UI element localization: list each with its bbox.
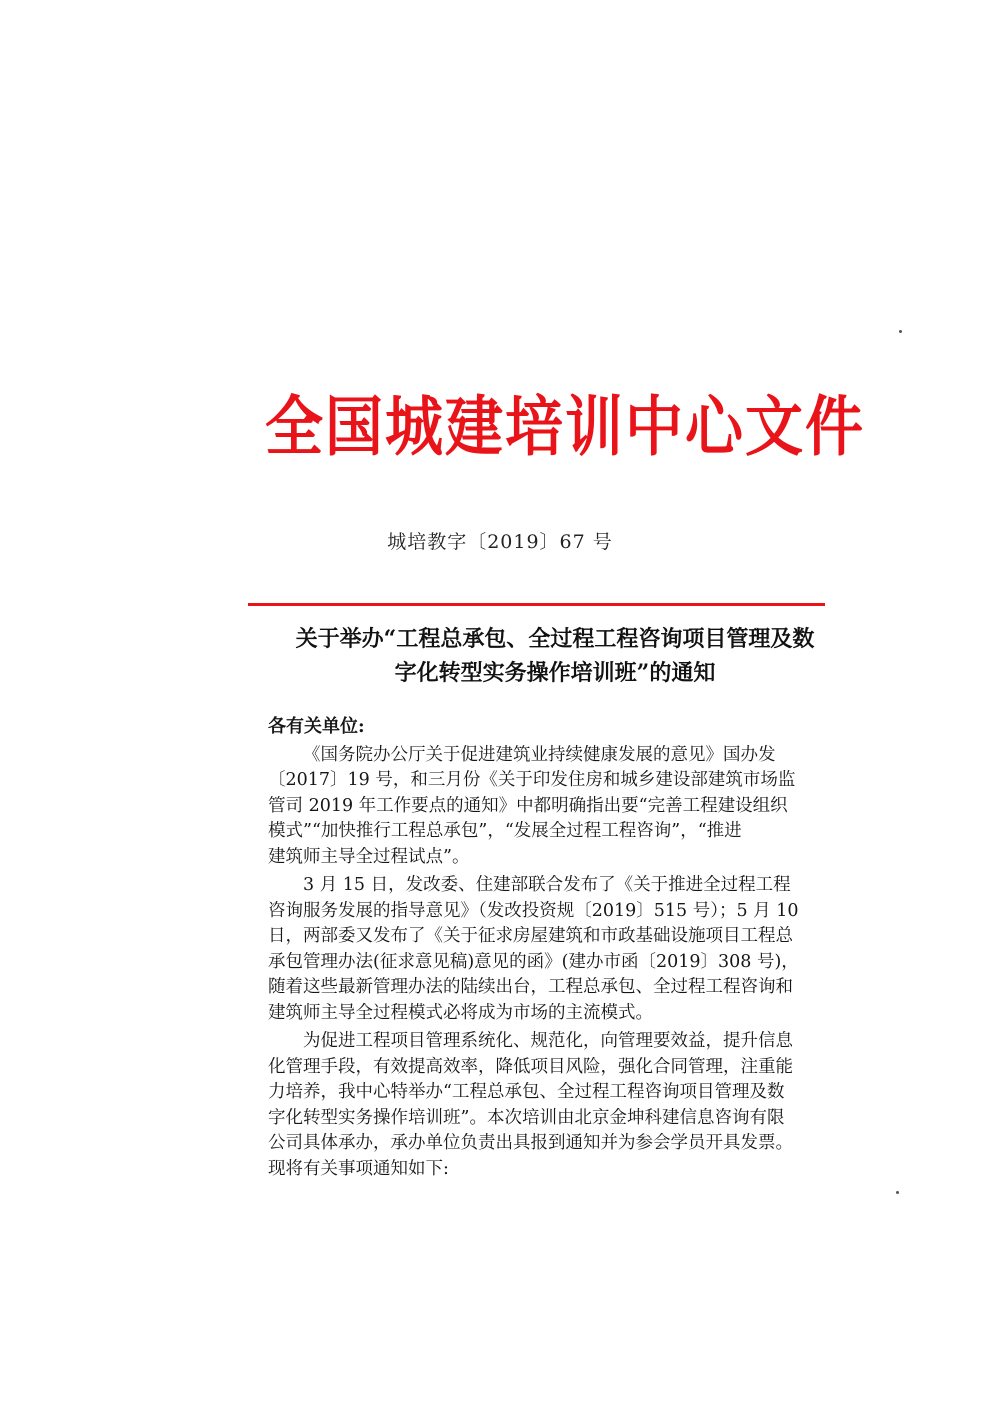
notice-body [268,714,813,1185]
paragraph-line: 建筑师主导全过程试点”。 [268,846,470,867]
paragraph-line: 字化转型实务操作培训班”。本次培训由北京金坤科建信息咨询有限 [268,1107,785,1128]
notice-title-line-2: 字化转型实务操作培训班”的通知 [394,660,716,686]
paragraph-line: 模式”“加快推行工程总承包”，“发展全过程工程咨询”，“推进 [268,821,742,841]
paragraph-line: 管司 2019 年工作要点的通知》中都明确指出要“完善工程建设组织 [268,795,788,816]
notice-title [270,622,840,690]
paragraph-1 [268,743,813,871]
paragraph-line: 〔2017〕19 号，和三月份《关于印发住房和城乡建设部建筑市场监 [268,770,796,790]
red-divider-line [248,603,825,606]
paragraph-line: 力培养，我中心特举办“工程总承包、全过程工程咨询项目管理及数 [268,1082,785,1102]
paragraph-line: 3 月 15 日，发改委、住建部联合发布了《关于推进全过程工程 [303,875,791,895]
paragraph-3 [268,1029,813,1182]
paragraph-line: 《国务院办公厅关于促进建筑业持续健康发展的意见》国办发 [303,744,776,765]
paragraph-line: 为促进工程项目管理系统化、规范化，向管理要效益，提升信息 [303,1031,793,1051]
paragraph-line: 公司具体承办，承办单位负责出具报到通知并为参会学员开具发票。 [268,1133,793,1153]
document-number: 城培教字〔2019〕67 号 [387,531,613,553]
scan-speck [899,330,902,333]
notice-title-line-1: 关于举办“工程总承包、全过程工程咨询项目管理及数 [295,626,815,652]
scan-speck [896,1191,899,1194]
salutation: 各有关单位: [268,716,365,737]
paragraph-line: 建筑师主导全过程模式必将成为市场的主流模式。 [268,1002,653,1023]
paragraph-line: 承包管理办法(征求意见稿)意见的函》(建办市函〔2019〕308 号)， [268,951,799,972]
paragraph-line: 日，两部委又发布了《关于征求房屋建筑和市政基础设施项目工程总 [268,926,793,946]
paragraph-2 [268,873,813,1026]
paragraph-line: 咨询服务发展的指导意见》（发改投资规〔2019〕515 号）；5 月 10 [268,900,799,921]
paragraph-line: 现将有关事项通知如下: [268,1158,449,1179]
paragraph-line: 化管理手段，有效提高效率，降低项目风险，强化合同管理，注重能 [268,1056,793,1077]
masthead-title: 全国城建培训中心文件 [265,388,866,465]
paragraph-line: 随着这些最新管理办法的陆续出台，工程总承包、全过程工程咨询和 [268,977,793,997]
